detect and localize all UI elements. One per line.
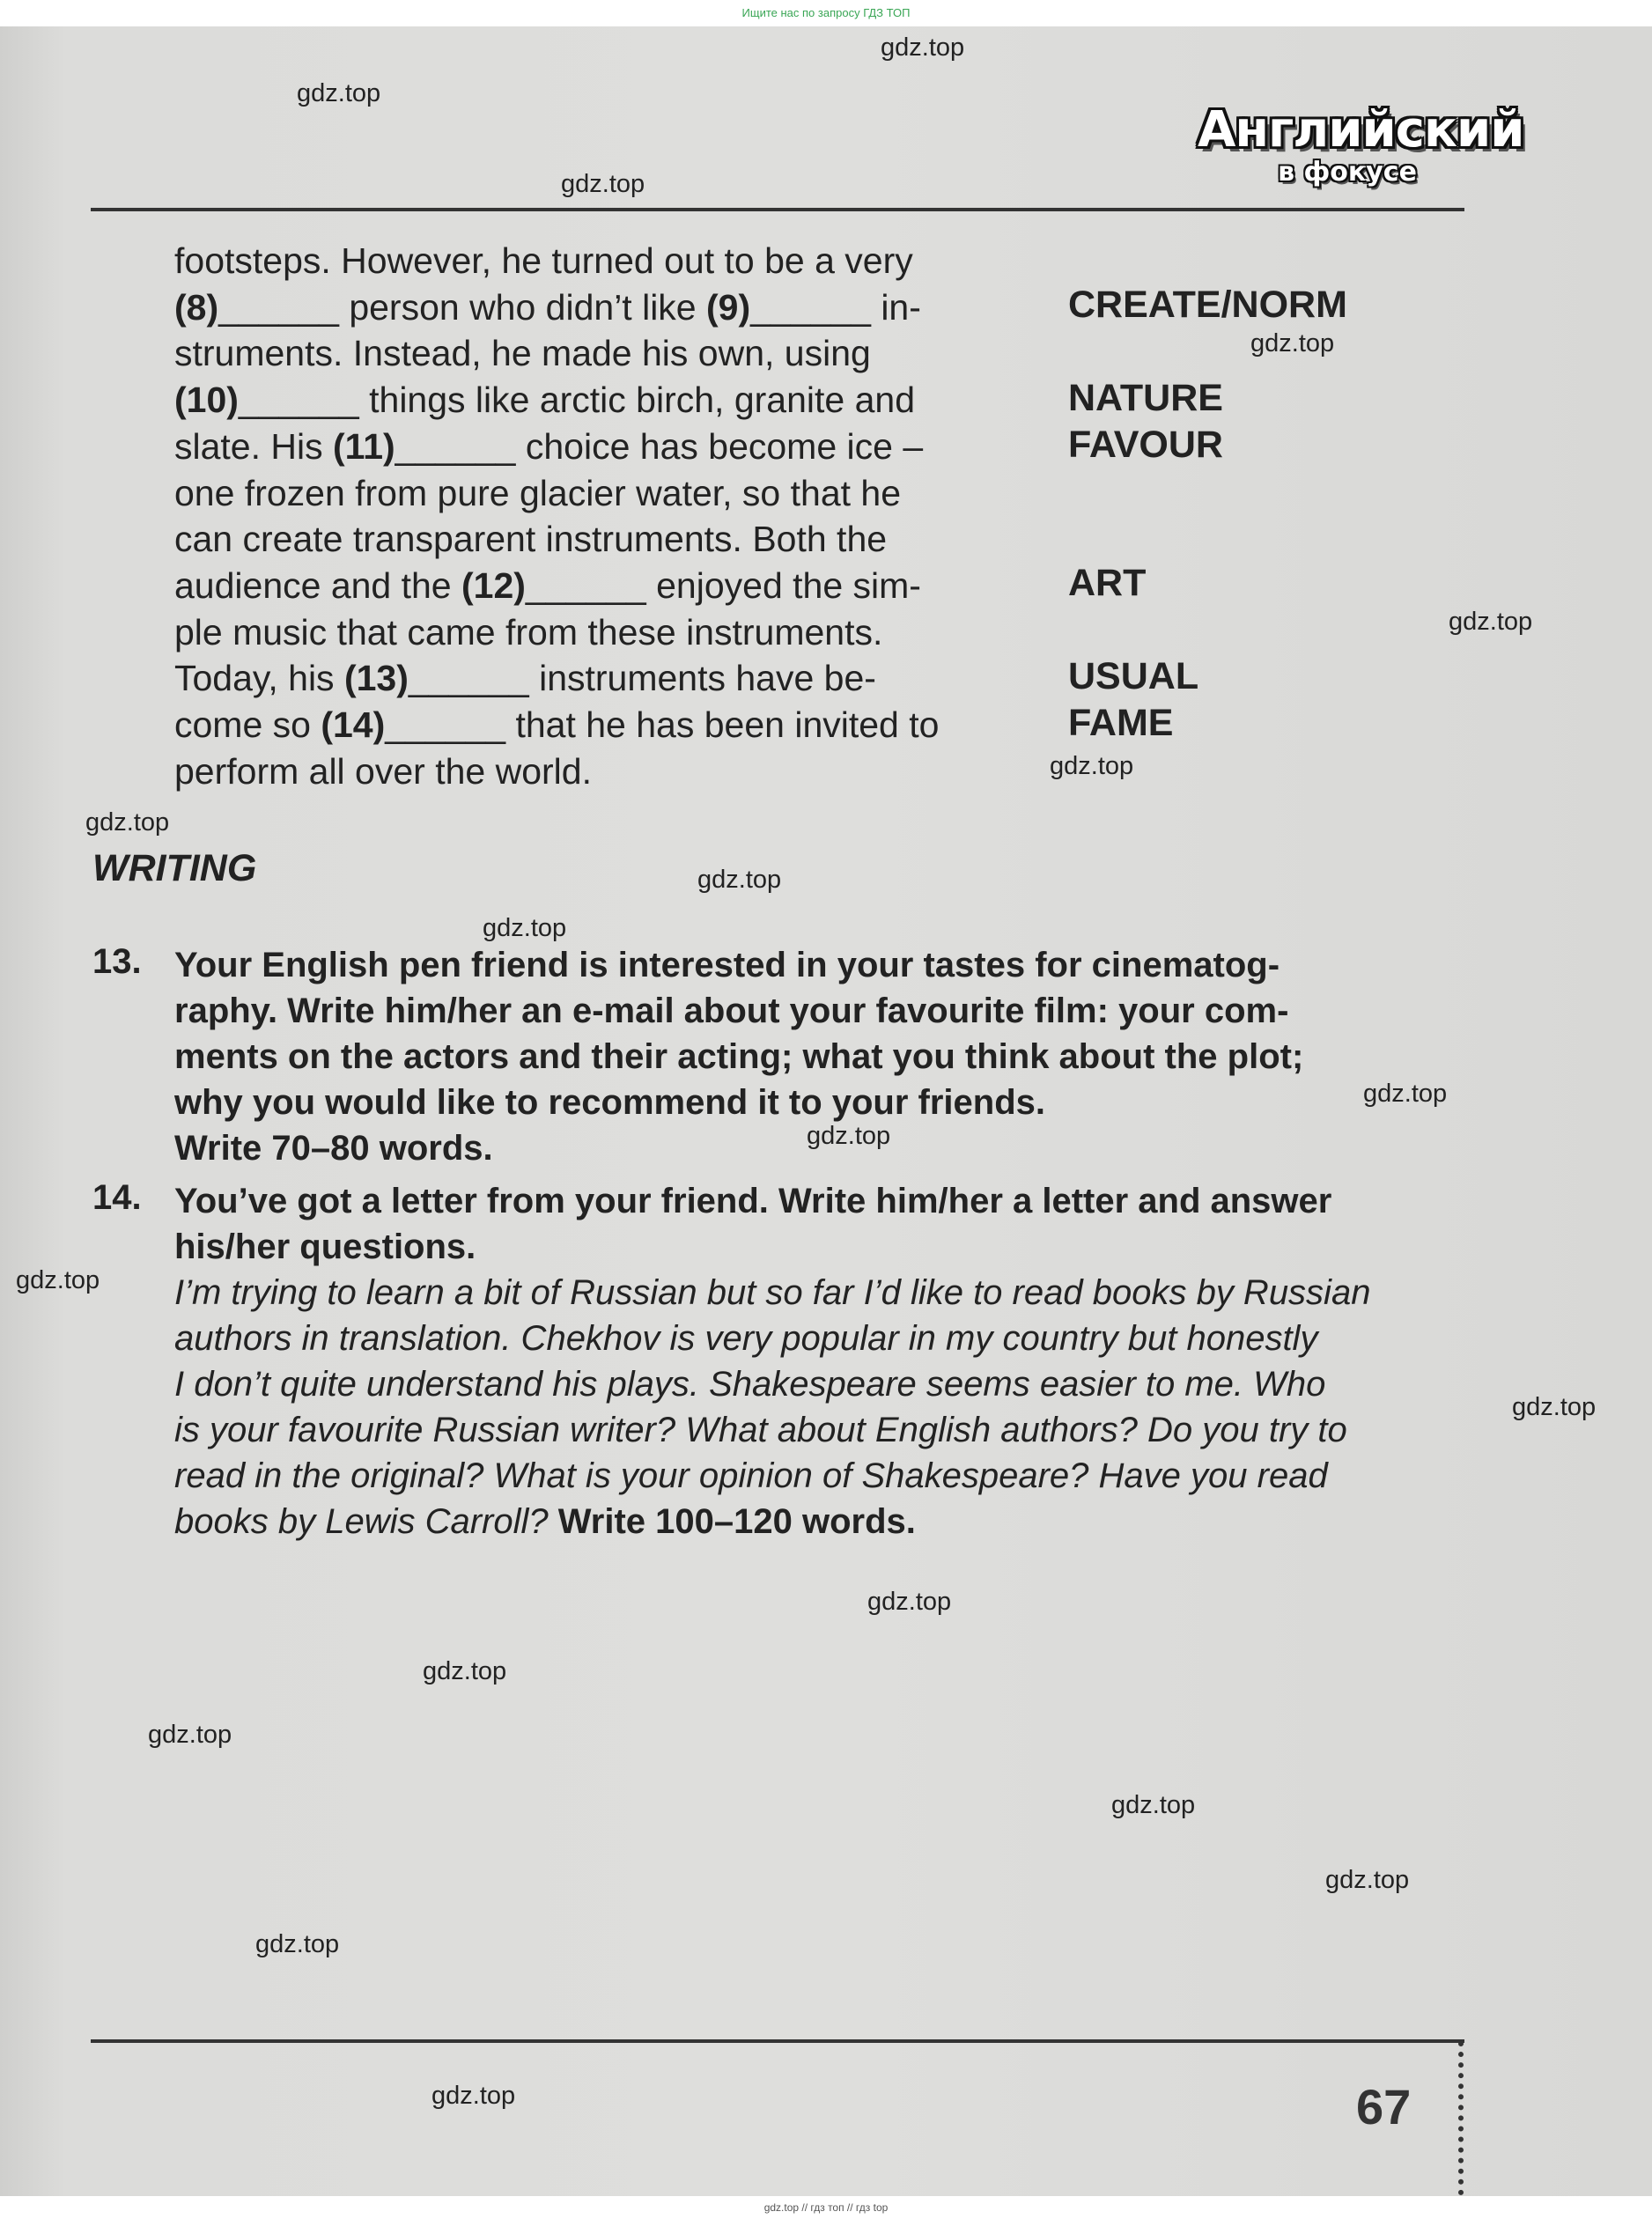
letter-line: I’m trying to learn a bit of Russian but so far I’d like to read books by Russian bbox=[174, 1273, 1371, 1312]
watermark[interactable]: gdz.top bbox=[16, 1266, 100, 1294]
passage-text: Today, his bbox=[174, 658, 344, 699]
watermark[interactable]: gdz.top bbox=[1449, 608, 1533, 636]
passage-line bbox=[174, 563, 1055, 609]
passage-text: ______ person who didn’t like bbox=[218, 286, 706, 328]
watermark[interactable]: gdz.top bbox=[85, 808, 170, 837]
gap-number: (14) bbox=[321, 704, 386, 746]
letter-line: books by Lewis Carroll? bbox=[174, 1502, 549, 1541]
keyword-usual: USUAL bbox=[1068, 655, 1199, 697]
task-14 bbox=[92, 1178, 1475, 1544]
keyword-fame: FAME bbox=[1068, 702, 1174, 744]
passage-text: come so bbox=[174, 704, 321, 746]
passage-line bbox=[174, 748, 1055, 795]
passage-text: audience and the bbox=[174, 564, 461, 606]
gap-number: (10) bbox=[174, 380, 239, 421]
task-14-line: his/her questions. bbox=[174, 1227, 476, 1266]
bottom-banner[interactable]: gdz.top // гдз топ // гдз top bbox=[0, 2196, 1652, 2219]
reading-passage bbox=[174, 238, 1055, 794]
task-number: 14. bbox=[92, 1178, 142, 1217]
passage-text: ______ that he has been invited to bbox=[385, 704, 940, 746]
task-13-line: why you would like to recommend it to your friends. bbox=[174, 1083, 1046, 1122]
watermark[interactable]: gdz.top bbox=[423, 1657, 507, 1685]
footer-rule bbox=[91, 2039, 1464, 2043]
gap-number: (8) bbox=[174, 286, 219, 328]
watermark[interactable]: gdz.top bbox=[807, 1122, 891, 1150]
letter-line: I don’t quite understand his plays. Shakespeare seems easier to me. Who bbox=[174, 1365, 1326, 1404]
task-14-line: You’ve got a letter from your friend. Write him/her a letter and answer bbox=[174, 1182, 1332, 1220]
passage-text: ______ enjoyed the sim- bbox=[525, 564, 921, 606]
keyword-art: ART bbox=[1068, 562, 1147, 604]
watermark[interactable]: gdz.top bbox=[148, 1721, 232, 1749]
watermark[interactable]: gdz.top bbox=[297, 79, 381, 107]
header-rule bbox=[91, 208, 1464, 211]
passage-text: footsteps. However, he turned out to be a very bbox=[174, 240, 913, 281]
keyword-create-norm: CREATE/NORM bbox=[1068, 284, 1347, 326]
passage-line bbox=[174, 424, 1055, 470]
gap-number: (11) bbox=[333, 425, 395, 467]
logo-subtitle: в фокусе bbox=[1278, 157, 1417, 188]
watermark[interactable]: gdz.top bbox=[561, 170, 645, 198]
letter-line: read in the original? What is your opinion of Shakespeare? Have you read bbox=[174, 1456, 1328, 1495]
passage-line bbox=[174, 516, 1055, 563]
passage-line bbox=[174, 702, 1055, 748]
passage-line bbox=[174, 238, 1055, 284]
watermark[interactable]: gdz.top bbox=[1111, 1791, 1196, 1819]
passage-text: one frozen from pure glacier water, so that he bbox=[174, 472, 902, 513]
watermark[interactable]: gdz.top bbox=[867, 1588, 952, 1616]
watermark[interactable]: gdz.top bbox=[1050, 752, 1134, 780]
passage-line bbox=[174, 609, 1055, 656]
passage-line bbox=[174, 330, 1055, 377]
task-14-word-limit: Write 100–120 words. bbox=[557, 1502, 916, 1541]
passage-line bbox=[174, 377, 1055, 424]
watermark[interactable]: gdz.top bbox=[1250, 329, 1335, 358]
passage-text: struments. Instead, he made his own, using bbox=[174, 333, 871, 374]
watermark[interactable]: gdz.top bbox=[431, 2082, 516, 2110]
passage-line bbox=[174, 470, 1055, 517]
keyword-nature: NATURE bbox=[1068, 377, 1223, 419]
task-13-word-limit: Write 70–80 words. bbox=[174, 1129, 493, 1168]
watermark[interactable]: gdz.top bbox=[1363, 1080, 1448, 1108]
passage-text: can create transparent instruments. Both the bbox=[174, 519, 888, 560]
task-number: 13. bbox=[92, 942, 142, 981]
passage-line bbox=[174, 284, 1055, 331]
letter-line: authors in translation. Chekhov is very popular in my country but honestly bbox=[174, 1319, 1318, 1358]
task-13-line: raphy. Write him/her an e-mail about your favourite film: your com- bbox=[174, 992, 1289, 1030]
textbook-logo bbox=[1198, 101, 1524, 192]
section-title: WRITING bbox=[92, 847, 257, 889]
page-number: 67 bbox=[1356, 2079, 1412, 2134]
watermark[interactable]: gdz.top bbox=[255, 1930, 340, 1958]
passage-text: perform all over the world. bbox=[174, 750, 592, 792]
gap-number: (12) bbox=[461, 564, 526, 606]
watermark[interactable]: gdz.top bbox=[881, 33, 965, 62]
passage-text: ______ instruments have be- bbox=[408, 658, 876, 699]
gap-number: (13) bbox=[343, 658, 409, 699]
passage-line bbox=[174, 655, 1055, 702]
passage-text: ______ in- bbox=[750, 286, 921, 328]
task-13 bbox=[92, 942, 1475, 1171]
letter-line: is your favourite Russian writer? What about English authors? Do you try to bbox=[174, 1411, 1347, 1449]
task-13-line: Your English pen friend is interested in your tastes for cinematog- bbox=[174, 946, 1280, 984]
watermark[interactable]: gdz.top bbox=[1325, 1866, 1410, 1894]
passage-text: ______ things like arctic birch, granite and bbox=[238, 380, 915, 421]
passage-text: slate. His bbox=[174, 425, 333, 467]
page-edge-dots bbox=[1458, 2041, 1469, 2195]
task-13-line: ments on the actors and their acting; what you think about the plot; bbox=[174, 1037, 1304, 1076]
keyword-favour: FAVOUR bbox=[1068, 424, 1223, 466]
gap-number: (9) bbox=[706, 286, 751, 328]
watermark[interactable]: gdz.top bbox=[1512, 1393, 1597, 1421]
top-banner[interactable]: Ищите нас по запросу ГДЗ ТОП bbox=[0, 0, 1652, 26]
passage-text: ______ choice has become ice – bbox=[395, 425, 924, 467]
passage-text: ple music that came from these instruments. bbox=[174, 611, 883, 652]
watermark[interactable]: gdz.top bbox=[697, 866, 782, 894]
logo-title: Английский bbox=[1198, 101, 1524, 158]
watermark[interactable]: gdz.top bbox=[483, 914, 567, 942]
